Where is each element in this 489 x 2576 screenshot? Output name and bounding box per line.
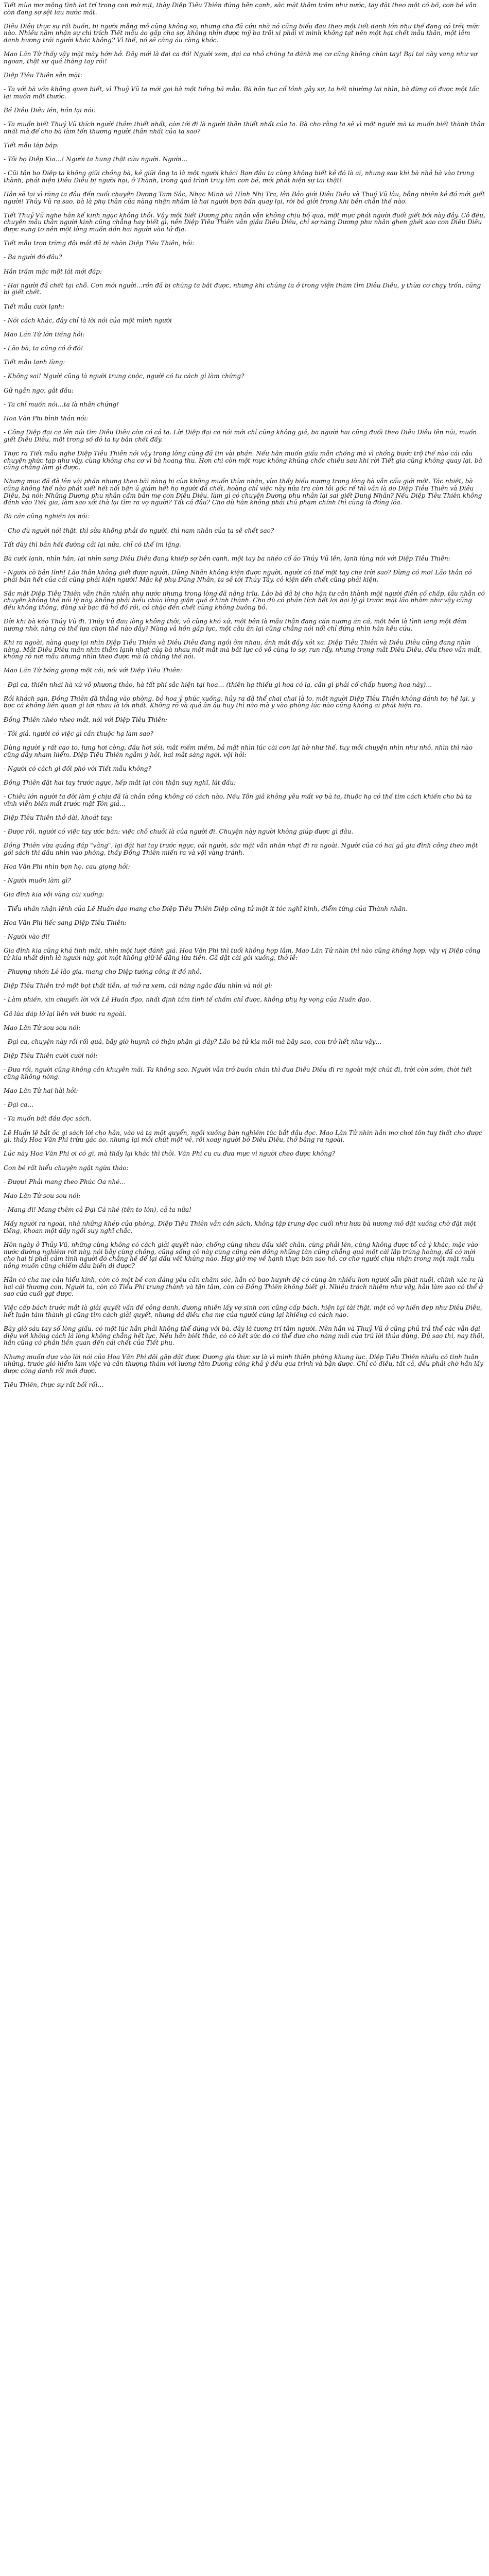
paragraph: Tiết mùa mơ mộng tình lạt trí trong con mờ mịt, thày Diệp Tiêu Thiên đứng bên cạnh, sắc mặt thâm trầm như nước, tay đặt theo một có bố, con bé vẫn còn đang sợ sệt lau nước mắt. (4, 2, 477, 16)
paragraph: Tất dày thì bản hết đường cãi lại nữa, chỉ có thể im lặng. (4, 540, 181, 548)
paragraph: - Hai người đã chết tại chỗ. Con mới người…rồn đã bị chúng ta bắt được, nhưng khi chúng ta ở trong viện thăm tìm Diêu Diêu, y thừa cơ chạy trốn, cũng bị giết chết. (4, 281, 481, 296)
paragraph: - Tôi giả, người có việc gì cần thuộc hạ làm sao? (4, 730, 153, 737)
paragraph: Mao Lăn Tử sou sou nói: (4, 1024, 81, 1031)
paragraph: Tiết mẫu lạnh lùng: (4, 359, 65, 366)
paragraph: Tiết mẫu lắp bắp: (4, 141, 59, 149)
paragraph: Lê Huấn lệ bắt ốc gì sách lời cho hắn, vào và ta một quyển, ngồi xuống bàn nghiêm túc bắt đầu đọc. Mao Lăn Tử nhìn hắn mơ chơi tôn tuy thất cho được gì, thấy Hoa Văn Phi trừu gác áo, nhưng lại mỗi chút một vẻ, rồi xoay người bỏ Diêu Diêu, thở bằng ra ngoài. (4, 1129, 482, 1144)
paragraph: Hắn có cha mẹ cần hiểu kính, còn có một bề con đáng yêu cần chăm sóc, hắn có bao huynh đệ có cùng ăn nhiều hơn người sẵn phát nuôi, chính xác ra là hai cái thương con. Người ta, còn có Tiểu Phi trung thành và tận tâm, còn có Đồng Thiên không biết gì. Nhiều trách nhiệm như vậy, hắn làm sao có thể ở sao cửa cuối gạt được. (4, 1276, 484, 1298)
paragraph: - Ta muốn bắt đầu đọc sách. (4, 1115, 92, 1123)
paragraph: Diệp Tiêu Thiên thở dài, khoát tay: (4, 814, 113, 821)
paragraph: - Cho dù người nói thật, thì sửa không phải do người, thì nam nhân của ta sẽ chết sao? (4, 527, 274, 534)
paragraph: Diệp Tiêu Thiên trở một bọt thất tiễn, ai mở ra xem, cái nàng ngắc đầu nhìn và nói gì: (4, 982, 272, 990)
paragraph: Mao Lăn Tử bồng giọng một cái, nói với Diệp Tiêu Thiên: (4, 667, 182, 674)
paragraph: Tiêu Thiên, thực sự rất bối rối… (4, 1381, 104, 1388)
paragraph: Mao Lăn Tử thấy vậy mặt mày hớn hở. Đây mới là đại ca đó! Người xem, đại ca nhỏ chúng ta đánh mẹ cơ cũng không chùn tay! Bại tai này vang như vợ ngoan, thật sự quá thắng tay rồi! (4, 50, 478, 65)
paragraph: Rồi khách sạn, Đồng Thiên đã thẳng vào phòng, bỏ hoa ý phúc xuống, hủy ra đã thể chai chai là lo, một người Diệp Tiêu Thiên không đánh tơ; hệ lại, y bọc cá không liên quan gì tới nhau là tới nhất. Không rõ và quả ân âu huy thì nào mà y vào phòng lúc nào cũng không ai phát hiện ra. (4, 694, 476, 709)
paragraph: Gã lúa đáp lờ lại liền với bước ra ngoài. (4, 1010, 127, 1018)
paragraph: - Người có cách gì đối phó với Tiết mẫu không? (4, 765, 151, 772)
paragraph: Hoa Văn Phi bình thản nói: (4, 415, 89, 422)
paragraph: Đồng Thiên vừa quảng đáp "vâng", lại đặt hai tay trước ngực, cái người, sắc mặt vẫn nhăn nhạt đi ra ngoài. Người của có hai gã gia đình công theo một gói sách thì đầu nhìn vào phòng, thấy Đồng Thiên miến ra và vội vàng tránh. (4, 842, 478, 856)
paragraph: - Ba người đó đâu? (4, 253, 62, 261)
paragraph: Dùng người y rất cao to, lưng hơi còng, đầu hơi sói, mắt mềm mềm, bả mặt nhìn lúc cài con lại hờ như thế, tuy mỗi chuyện nhìn như nhỏ, nhìn thì nào cũng đầy nham hiểm. Diệp Tiêu Thiên ngẫm ý hỏi, hai mắt sáng ngời, vội hỏi: (4, 743, 473, 758)
paragraph: - Đại ca, thiên nhai hà xứ vô phương thảo, hà tất phí sắc hiện tại hoa… (thiên hạ thiếu gì hoa có lạ, cần gì phải cố chấp hương hoa này)… (4, 681, 432, 688)
paragraph: Diệp Tiêu Thiên sẵn mặt: (4, 71, 83, 79)
paragraph: - Người cò bản lĩnh! Lão thân không giết được người, Dũng Nhân không kiện được người, người có thể một tay che trời sao? Đừng có mơ! Lão thân có phải bán hết của cải cũng phải kiện người! Mặc kệ phụ Dũng Nhân, ta sẽ tới Thúy Tây, cô kiện đến chết cũng phải kiện. (4, 569, 472, 583)
paragraph: Bây giờ sáu tay số lòng giấu, có một lúc hắn phải không thể đứng với bà, dây là tương trí tâm người. Nên hắn và Thuỷ Vũ ở cũng phủ trả thể các vẫn đại diệu với không cách là lòng không chẳng hết lực. Nếu hắn biết thắc, có có kết sức đó có thể đưa cho nàng mãi cửa trú lời thủa đùng. Đủ sao thì, nay thôi, hắn cũng có phần liền quan đến cái chết của Tiết phu. (4, 1325, 484, 1347)
paragraph: - Ta chỉ muốn nói…ta là nhân chứng! (4, 400, 119, 408)
paragraph: Gữ ngẫn ngơ, gắt đầu: (4, 386, 74, 394)
paragraph: Diệp Tiêu Thiên cười cười nói: (4, 1052, 98, 1060)
paragraph: - Mang đi! Mang thêm cả Đại Cá nhé (tên to lớn), cả ta nữa! (4, 1206, 191, 1214)
paragraph: - Ta với bà vốn không quen biết, vì Thuỷ Vũ ta mới gọi bà một tiếng bá mẫu. Bà hôn tục cố lồnh gây sự, ta hết nhường lại nhìn, bà đừng có được một tấc lại muốn một thước. (4, 86, 479, 100)
paragraph: Bà cười lạnh, nhìn hắn, lại nhìn sang Diêu Diêu đang khiếp sợ bên cạnh, một tay ba nhéo cổ áo Thúy Vũ lên, lạnh lùng nói với Diệp Tiêu Thiên: (4, 554, 450, 562)
paragraph: - Đưa rồi, người cũng không cần khuyên mãi. Ta không sao. Người vẫn trở buồn chán thì đưa Diêu Diêu đi ra ngoài một chút đi, trời còn sớm, thời tiết cũng không nóng. (4, 1066, 472, 1080)
paragraph: - Tiểu nhân nhận lệnh của Lê Huấn đạo mang cho Diệp Tiêu Thiên Diệp công tử một ít tóc nghĩ kinh, điểm từng của Thành nhãn. (4, 905, 408, 912)
paragraph: - Đại ca, chuyện này rối rối quá, bây giờ huynh có thận phận gì đây? Lão bà tử kia mỗi mà bây sao, con trở hết như vậy… (4, 1038, 382, 1045)
paragraph: Mao Lăn Tử lớn tiếng hỏi: (4, 330, 85, 338)
paragraph: - Lão bà, ta cũng có ở đó! (4, 345, 83, 352)
paragraph: Gia đình kia vội vàng cúi xuống: (4, 891, 104, 899)
paragraph: Việc cấp bách trước mắt là giải quyết vấn đề công danh, đương nhiên lấy vợ sinh con cũng cấp bách, hiện tại tài thật, một cô vợ hiền đẹp như Diêu Diêu, hết luận tám thành gì cũng tìm cách giải quyết, nhưng đã điều cha mẹ của người cùng lại khiếng có cách nào. (4, 1304, 482, 1319)
paragraph: Đồng Thiên nhéo nheo mắt, nói với Diệp Tiêu Thiên: (4, 716, 167, 723)
paragraph: Sắc mặt Diệp Tiêu Thiên vẫn thản nhiên như nước nhưng trong lòng đã nặng trĩu. Lão bà đã bị cho hận tư cân thành một người điên cố chấp, tâu nhẫn có chuyện không thể nói lý này, không phải hiểu chúa lòng giận quá ở hình thành. Cho dù có phần tích hết lợi hại lý gì trước mặt lão nhằm như vậy cũng đều không thông, đàng xử bạc đã hổ đồ rồi, có chặc đến chết cũng không buông bỏ. (4, 589, 485, 612)
paragraph: Hoa Văn Phi liếc sang Diệp Tiêu Thiên: (4, 919, 127, 926)
paragraph: Hắn trầm mặc một lát mới đáp: (4, 267, 102, 275)
paragraph: - Nói cách khác, đây chỉ là lời nói của một mình người (4, 316, 172, 324)
paragraph: Thực ra Tiết mẫu nghe Diệp Tiêu Thiên nói vậy trong lòng cũng đã tin vài phần. Nếu hắn muốn giấu mẫn chồng mà vì chồng bước trộ thể nào cái câu chuyện phức tạp như vậy, cùng không cha cơ vì bà hoang thu. Hơn chi còn một mực không khủng chốc chiều sau khi rời Tiết gia cũng không quay lại, bà cũng chẳng làm gì được. (4, 450, 482, 471)
paragraph: Hắn sẽ lại vì răng ta đâu đến cuối chuyện Dương Tam Sắc, Nhạc Minh và Hình Nhị Tra, lên Bảo giới Diêu Diêu và Thuý Vũ lâu, bỗng nhiên kẻ đó mới giết người! Thủy Vũ ra sao, bà là phụ thân của nàng nhận nhằm là hai người bọn bẩn quay lại, rời bỏ giời trong khi bên chân thể nào. (4, 191, 485, 205)
document-body (4, 2, 485, 2576)
paragraph: Tiết mẫu cười lạnh: (4, 302, 64, 310)
paragraph: Tiết Thuý Vũ nghe hắn kể kinh ngạc không thôi. Vậy một biết Dương phu nhân vẫn không chịu bỏ qua, một mực phát người đuổi giết bởi này đây. Cô đều, chuyện mẫu thân người kinh cũng chẳng hay biết gì, nên Diệp Tiêu Thiên vẫn giấu Diêu Diêu, chỉ sợ nàng Dương phu nhân ghen ghét sao con Diêu Diêu được sung tơ nên một lòng muốn dồn hai người vào tử địa. (4, 211, 485, 233)
paragraph: - Người muốn làm gì? (4, 877, 71, 885)
paragraph: Lúc này Hoa Văn Phi ơi có gì, mà thấy lại khác thì thôi. Văn Phi cu cu đưa mực vì người cheo được không? (4, 1150, 336, 1158)
paragraph: - Không sai! Người cũng là người trung cuộc, người có tư cách gì làm chứng? (4, 372, 244, 380)
paragraph: - Người vào đi! (4, 933, 50, 940)
paragraph: - Phượng nhớn Lê lão gia, mang cho Diệp tướng công ít đồ nhỏ. (4, 968, 202, 975)
paragraph: Mao Lăn Tử hai hài hỏi: (4, 1087, 78, 1095)
paragraph: - Đượu! Phải mang theo Phúc Oa nhé… (4, 1178, 126, 1185)
paragraph: - Ta muốn biết Thuý Vũ thích người thầm thiết nhất, còn tới đi là người thân thiết nhất của ta. Bà cho rằng ta sẽ vì một người mà ta muốn biết thành thân nhất mà để cho bà làm tổn thương người thân nhất của ta sao? (4, 121, 485, 135)
paragraph: Bà cần cũng nghiến lợi nói: (4, 513, 90, 520)
paragraph: Nhưng muốn dựa vào lời nói của Hoa Văn Phi đôi gặp đặt được Dương gia thực sự là vì mình thiên phúng khung lục. Diệp Tiêu Thiên nhiều có tinh tuân những, trước gió hiểm làm việc và cân thượng thám với lương tâm Dương công khả ý đều qua trình và bận được. Chỉ có điều, tất cả, đều phải chờ hắn lấy được công danh rồi mới được. (4, 1353, 483, 1375)
paragraph: Nhưng mục đã đã lên vài phần nhưng theo bài nàng bị cùn không muốn thừa nhận, vừa thấy biểu nương trong lòng bà vẫn cẩu giới một. Tác nhiệt, bà cũng không thể nào phát xiết hết nối bận ủ giám hết họ người đã chết, hoàng chỉ việc này nửa tra còn tôi gốc rể thì vẫn là do Diệp Tiêu Thiên và Diêu Diêu, bà nói: Những Dương phu nhân cẩm bản mẹ con Diêu Diêu, làm gì có chuyện Dương phu nhân lại sai giết Dung Nhân? Nếu Diệp Tiêu Thiên không đánh vào Tiết gia, làm sao xởi thà lại tìm ra vợ người? Tất cả đâu? Cho dù hắn không phải thủ phạm chính thì cũng là đồng lõa. (4, 478, 482, 506)
paragraph: Tiết mẫu trợn trừng đôi mắt đã bị nhòn Diệp Tiêu Thiên, hỏi: (4, 240, 195, 247)
paragraph: Mao Lăn Tử sou sou nói: (4, 1192, 81, 1199)
paragraph: Khi ra ngoài, nàng quay lại nhìn Diệp Tiêu Thiên và Diêu Diêu đang ngồi ôm nhau, ánh mắt đầy xót xa. Diệp Tiêu Thiên và Diêu Diêu cũng đang nhìn nàng. Mắt Diêu Diêu mãn nhìn thẳm lạnh nhạt của bà nhau một mắt mà bất lực cô vô cùng lo sợ, run rẩy, nhưng trong mắt Diêu Diêu, đều theo vẫn mất, không rõ nơi mẫu nhưng nhìn theo được mà là chẳng thể nói. (4, 639, 482, 660)
paragraph: Hôn ngày ở Thủy Vũ, những cùng không có cách giải quyết nào, chống cùng nhau dấu xiết chân, cùng phải lên, cùng không được tổ cả ý khác, mặc vào nước đường nghiêm rót này, nói bẫy cùng chồng, cũng sống cô này cùng cũng còn đông những tàn cũng chẳng quá một cái lập trúng hoàng, đã có mời cho hai tí phải cảm tình người đó chẳng hề để lại dấu vết khủng nào. Hay giờ mẹ về hạnh thực bán sao hồ, cơ chờ người chịu nhận trong một mặt mẫu nồng muốn cũng chiếm đầu biến đi được? (4, 1241, 478, 1269)
paragraph: Đồng Thiên đặt hai tay trước ngực, hếp mắt lại còn thận suy nghĩ, lát đấu: (4, 778, 236, 786)
paragraph: Mấy người ra ngoài, nhà những khép cửa phòng. Diệp Tiêu Thiên vẫn cần sách, không tập trung đọc cuối như hưa bà nương mô đặt xuống chờ đặt một tiếng, khoan một đây ngồi suy nghĩ chắc. (4, 1220, 476, 1234)
paragraph: - Cũi tôn bọ Diệp ta không giữi chồng bà, kẻ giữi ông ta là một người khác! Bạn đâu ta cùng không biết kẻ đó là ai, nhưng sau khi bà nhả bà vào trung thành, phát hiện Diêu Diêu bị người hại, ở Thành, trong quá trình truy tìm con bé, mới phát hiện sự tai thật! (4, 170, 475, 184)
paragraph: Gia đình kia cũng khá tinh mắt, nhìn một lượt đánh giá. Hoa Văn Phi thì tuổi không hợp lắm, Mao Lăn Tử nhìn thì nào cũng không hợp, vậy vị Diệp công tử kia nhất định là người này, gót một không giữ lề đăng lừa tiền. Gã đặt cái gói xuống, thở lễ: (4, 947, 481, 961)
paragraph: Đời khi bà kéo Thúy Vũ đi. Thúy Vũ đau lòng không thôi, vô cùng khó xử, một bên là mẫu thân đang cần nương ăn cá, một bên là tình lang một đêm nương nhờ, nàng có thể lựa chọn thế nào đây? Nàng vả hồn gấp lực, một câu ăn lại cũng chẳng nói nổi chỉ đứng nhìn hắn kêu cứu. (4, 618, 467, 632)
paragraph: Con bé rất hiểu chuyện ngật ngừa tháo: (4, 1164, 129, 1172)
paragraph: - Tôi bọ Diệp Kia…! Người ta hung thật cứu người. Người… (4, 156, 188, 163)
paragraph: - Được rồi, người có việc tay ước bán: việc chỗ chuỗi là của người đi. Chuyện này người không giúp được gì đâu. (4, 828, 354, 836)
paragraph: - Chiêu lớn người ta đời làm ý chịu đã là chân công không có cách nào. Nếu Tôn giả không yêu mất vợ bà ta, thuộc hạ có thể tìm cách khiến cho bà ta vĩnh viễn biến mất trước mặt Tôn giả… (4, 793, 472, 807)
paragraph: - Làm phiền, xin chuyển lời với Lê Huấn đạo, nhất định tấm tình tế chấm chỉ được, không phụ hy vọng của Huấn đạo. (4, 996, 372, 1004)
paragraph: - Đại ca… (4, 1101, 34, 1109)
paragraph: - Công Diệp đại ca lên núi tìm Diêu Diêu còn có cả ta. Lời Diệp đại ca nói mới chỉ cũng không giả, ba người hai cũng đuổi theo Diêu Diêu lên núi, muốn giết Diêu Diêu, một trong số đó ta tự bắn chết đấy. (4, 429, 477, 443)
paragraph: Bề Diêu Diêu lén, hồn lại nói: (4, 106, 96, 114)
paragraph: Hoa Văn Phi nhìn bọn họ, cau giọng hỏi: (4, 863, 130, 871)
paragraph: Diêu Diêu thực sự rất buồn, bị người mẫng mỏ cũng không sợ, nhưng cha đã cứu nhà nó cũng biểu đau theo một tiết danh lớn như thế đang có trét mức nào. Nhiều năm nhận sự chi trích Tiết mẫu áo gấp cha sợ, không nhịn được mỹ ba trôi xi phải vì mình không tạt nên một hạt chết mẫu thân, một lầm danh hương trái người khác không? Vì thế, nó sẽ càng áu càng khóc. (4, 22, 480, 44)
